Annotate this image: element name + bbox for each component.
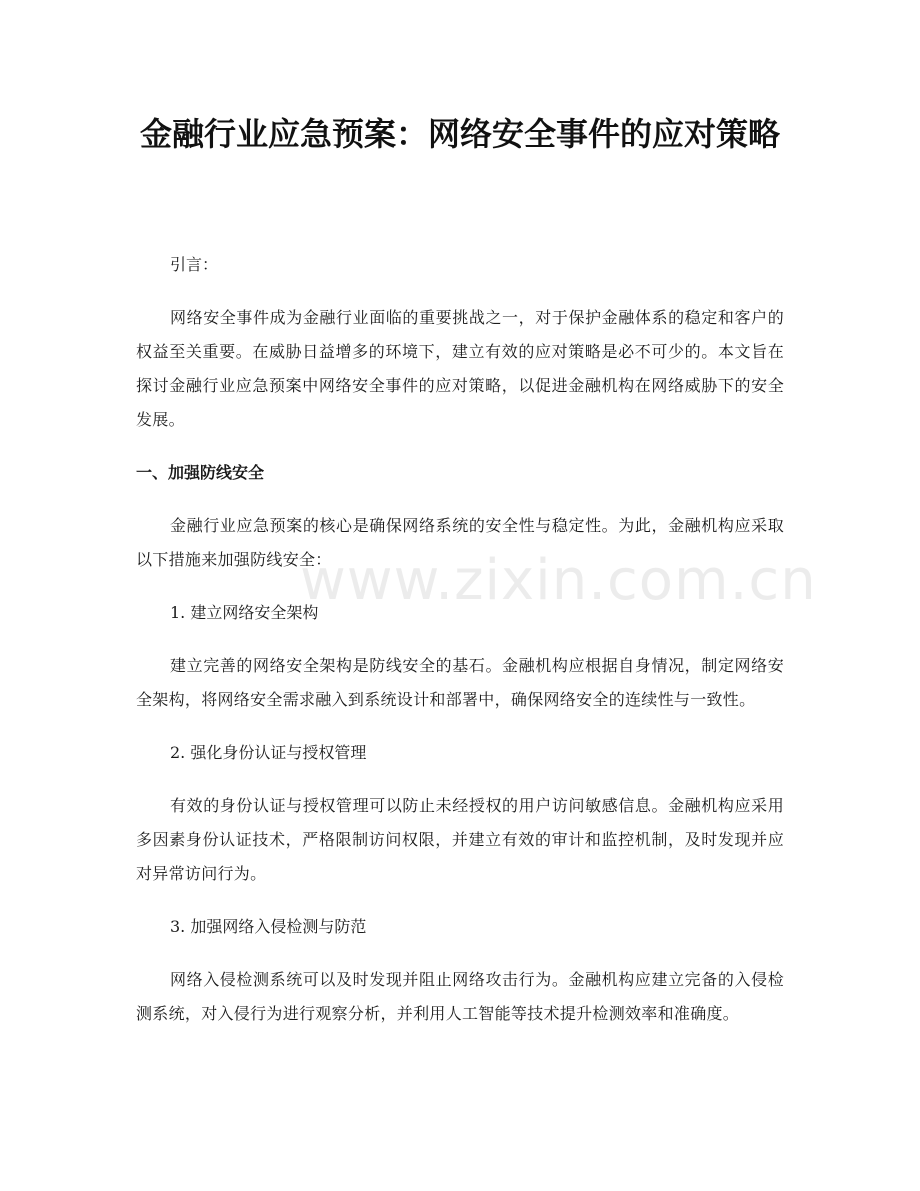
document-title: 金融行业应急预案：网络安全事件的应对策略: [139, 115, 780, 153]
subsection-title: 2. 强化身份认证与授权管理: [170, 743, 367, 762]
subsection-paragraph: 有效的身份认证与授权管理可以防止未经授权的用户访问敏感信息。金融机构应采用多因素身份认证技术，严格限制访问权限，并建立有效的审计和监控机制，及时发现并应对异常访问行为。: [136, 796, 784, 883]
watermark-text: www.zixin.com.cn: [300, 548, 817, 613]
subsection-title: 3. 加强网络入侵检测与防范: [170, 917, 367, 936]
intro-paragraph: 网络安全事件成为金融行业面临的重要挑战之一，对于保护金融体系的稳定和客户的权益至关重要。在威胁日益增多的环境下，建立有效的应对策略是必不可少的。本文旨在探讨金融行业应急预案中网络安全事件的应对策略，以促进金融机构在网络威胁下的安全发展。: [136, 308, 784, 429]
document-body: [136, 248, 784, 1050]
subsection-title: 1. 建立网络安全架构: [170, 603, 319, 622]
intro-label: 引言：: [170, 255, 219, 274]
subsection-paragraph: 网络入侵检测系统可以及时发现并阻止网络攻击行为。金融机构应建立完备的入侵检测系统，对入侵行为进行观察分析，并利用人工智能等技术提升检测效率和准确度。: [136, 970, 784, 1023]
subsection-paragraph: 建立完善的网络安全架构是防线安全的基石。金融机构应根据自身情况，制定网络安全架构，将网络安全需求融入到系统设计和部署中，确保网络安全的连续性与一致性。: [136, 656, 784, 709]
section-heading: 一、加强防线安全: [136, 463, 265, 482]
section-intro-paragraph: 金融行业应急预案的核心是确保网络系统的安全性与稳定性。为此，金融机构应采取以下措施来加强防线安全：: [136, 516, 784, 569]
